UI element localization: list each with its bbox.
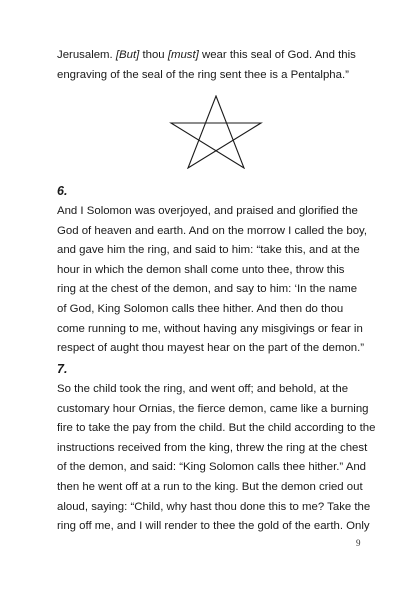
paragraph-line: And I Solomon was overjoyed, and praised and glorified the bbox=[57, 205, 358, 217]
paragraph-line: So the child took the ring, and went off; and behold, at the bbox=[57, 383, 349, 395]
paragraph-line: ring at the chest of the demon, and say to him: ‘In the name bbox=[57, 283, 358, 296]
paragraph-line: instructions received from the king, threw the ring at the chest bbox=[57, 441, 368, 454]
section-heading: 7. bbox=[57, 362, 68, 376]
bracketed-word-but: [But] bbox=[115, 49, 140, 61]
paragraph-line: fire to take the pay from the child. But the child according to the bbox=[57, 422, 376, 435]
paragraph-line: then he went off at a run to the king. But the demon cried out bbox=[57, 480, 363, 493]
intro-line-1 bbox=[57, 46, 375, 66]
intro-line-2: engraving of the seal of the ring sent thee is a Pentalpha.” bbox=[57, 68, 349, 81]
page-number: 9 bbox=[356, 538, 361, 548]
paragraph-line: aloud, saying: “Child, why hast thou done this to me? Take the bbox=[57, 500, 371, 513]
bracketed-word-must: [must] bbox=[167, 49, 199, 61]
section-7 bbox=[57, 358, 375, 537]
intro-text: thou bbox=[139, 49, 168, 61]
paragraph-line: ring off me, and I will render to thee the gold of the earth. Only bbox=[57, 520, 370, 533]
paragraph-line: respect of aught thou mayest hear on the part of the demon.” bbox=[57, 342, 365, 355]
paragraph-line: come running to me, without having any misgivings or fear in bbox=[57, 322, 363, 335]
pentagram-icon bbox=[168, 95, 264, 169]
section-heading: 6. bbox=[57, 184, 68, 198]
paragraph-line: customary hour Ornias, the fierce demon, came like a burning bbox=[57, 402, 369, 415]
paragraph-line: of the demon, and said: “King Solomon calls thee hither.” And bbox=[57, 461, 367, 474]
paragraph-line: hour in which the demon shall come unto thee, throw this bbox=[57, 263, 345, 276]
intro-paragraph bbox=[57, 46, 375, 85]
intro-text: Jerusalem. bbox=[57, 49, 116, 61]
paragraph-line: God of heaven and earth. And on the morrow I called the boy, bbox=[57, 224, 368, 237]
paragraph-line: of God, King Solomon calls thee hither. And then do thou bbox=[57, 302, 344, 315]
paragraph-line: and gave him the ring, and said to him: “take this, and at the bbox=[57, 244, 360, 257]
intro-text: wear this seal of God. And this bbox=[198, 49, 356, 61]
section-6 bbox=[57, 180, 375, 359]
